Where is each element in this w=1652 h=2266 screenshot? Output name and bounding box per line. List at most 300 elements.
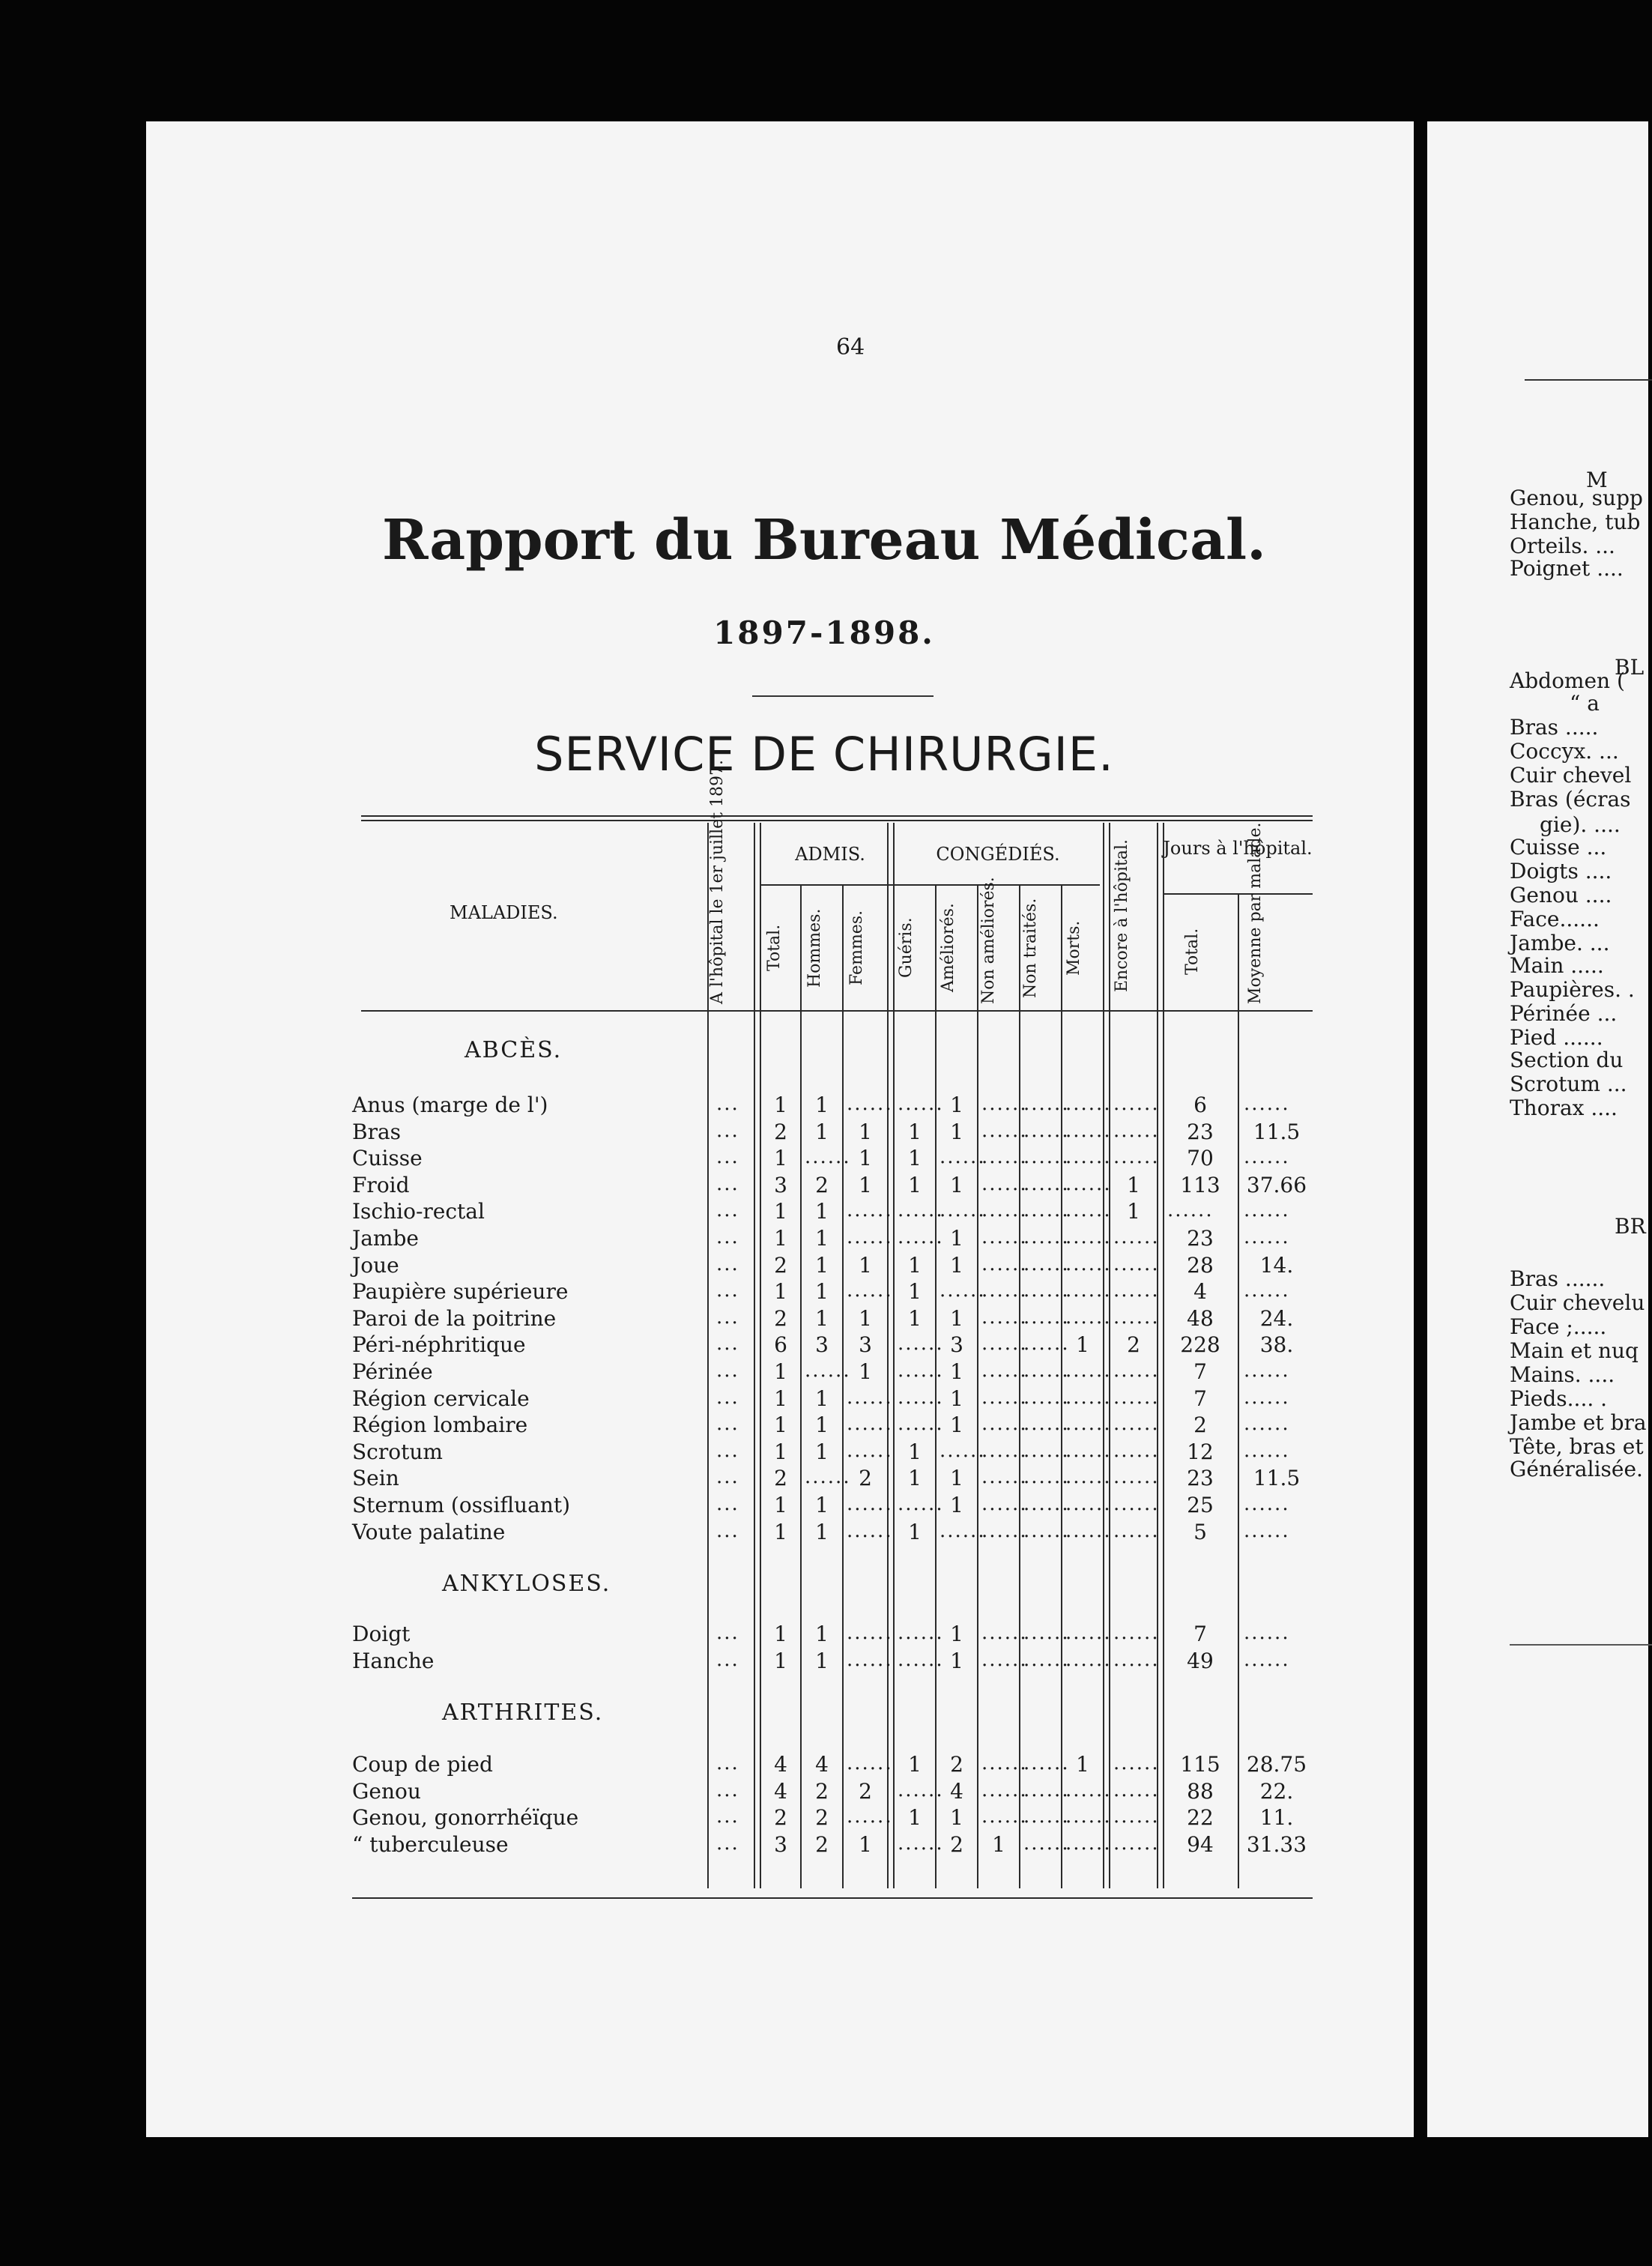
cell-jours: 115	[1180, 1752, 1220, 1777]
cell-dots: ......	[805, 1359, 851, 1382]
cell-dots: ......	[847, 1493, 893, 1515]
cell-hommes: 1	[815, 1386, 829, 1411]
cell-ameliores: 1	[950, 1119, 963, 1144]
cell-dots: ......	[1113, 1359, 1160, 1382]
cell-total: 1	[774, 1279, 787, 1305]
next-page-line: Pied ......	[1510, 1025, 1603, 1050]
cell-dots: ......	[1113, 1519, 1160, 1542]
row-label: Jambe	[352, 1226, 419, 1251]
cell-hommes: 1	[815, 1519, 829, 1544]
cell-dots: ......	[981, 1778, 1028, 1801]
cell-moyenne: 37.66	[1246, 1172, 1307, 1197]
right-page-rule	[1525, 379, 1652, 381]
next-page-line: Face......	[1510, 907, 1600, 931]
cell-gueris: 1	[908, 1805, 922, 1831]
cell-total: 1	[774, 1622, 787, 1646]
next-page-line: Main .....	[1510, 953, 1604, 978]
cell-dots: ......	[1023, 1622, 1070, 1644]
row-dots-a-hopital: ...	[716, 1279, 739, 1302]
next-page-line: Jambe. ...	[1510, 931, 1610, 955]
cell-ameliores: 1	[950, 1093, 963, 1117]
row-label: “ tuberculeuse	[352, 1831, 509, 1857]
cell-hommes: 2	[815, 1805, 829, 1831]
cell-hommes: 1	[815, 1622, 829, 1646]
cell-dots: ......	[898, 1332, 944, 1356]
admis-rule	[761, 884, 896, 886]
cell-dots: ......	[981, 1466, 1028, 1489]
row-dots-a-hopital: ...	[716, 1386, 739, 1409]
cell-dots: ......	[898, 1413, 944, 1436]
cell-moyenne: 22.	[1259, 1778, 1294, 1804]
table-top-rule	[361, 815, 1313, 817]
cell-dots: ......	[940, 1519, 986, 1542]
cell-jours: 23	[1187, 1226, 1214, 1251]
row-label: Genou	[352, 1778, 421, 1804]
cell-dots: ......	[1113, 1413, 1160, 1436]
next-page-line: Mains. ....	[1510, 1362, 1615, 1387]
section-heading: ANKYLOSES.	[442, 1571, 611, 1597]
row-label: Ischio-rectal	[352, 1199, 485, 1224]
cell-total: 4	[774, 1752, 787, 1777]
cell-total: 3	[774, 1172, 787, 1197]
header-ameliores: Améliorés.	[939, 903, 957, 993]
cell-jours: 88	[1187, 1778, 1214, 1804]
cell-moyenne: 38.	[1259, 1332, 1294, 1358]
cell-hommes: 1	[815, 1648, 829, 1673]
cell-encore: 2	[1127, 1332, 1140, 1358]
cell-dots: ......	[898, 1386, 944, 1409]
cell-ameliores: 1	[950, 1648, 963, 1673]
cell-total: 1	[774, 1493, 787, 1517]
cell-dots: ......	[1065, 1466, 1112, 1489]
cell-dots: ......	[981, 1119, 1028, 1142]
cell-total: 1	[774, 1648, 787, 1673]
cell-dots: ......	[898, 1226, 944, 1248]
cell-ameliores: 1	[950, 1413, 963, 1438]
cell-hommes: 2	[815, 1831, 829, 1857]
cell-jours: 49	[1187, 1648, 1214, 1673]
next-page-line: Face ;.....	[1510, 1314, 1607, 1339]
section-heading: ARTHRITES.	[442, 1700, 604, 1726]
cell-femmes: 1	[859, 1252, 872, 1278]
row-label: Froid	[352, 1172, 410, 1197]
row-dots-a-hopital: ...	[716, 1519, 739, 1542]
cell-dots: ......	[898, 1493, 944, 1515]
cell-dots: ......	[1244, 1648, 1290, 1671]
next-page-line: Scrotum ...	[1510, 1072, 1627, 1096]
next-page-section: BL	[1615, 655, 1645, 680]
cell-dots: ......	[981, 1493, 1028, 1515]
header-morts: Morts.	[1065, 920, 1083, 976]
cell-ameliores: 1	[950, 1493, 963, 1517]
next-page-line: Paupières. .	[1510, 977, 1635, 1002]
row-label: Sein	[352, 1466, 399, 1491]
cell-dots: ......	[981, 1752, 1028, 1774]
cell-dots: ......	[981, 1359, 1028, 1382]
cell-ameliores: 3	[950, 1332, 963, 1358]
cell-dots: ......	[1023, 1332, 1070, 1356]
cell-dots: ......	[981, 1226, 1028, 1248]
cell-jours: 2	[1193, 1413, 1207, 1438]
header-a-hopital: A l'hôpital le 1er juillet 1897.	[708, 760, 727, 1004]
cell-dots: ......	[1023, 1199, 1070, 1222]
cell-dots: ......	[847, 1752, 893, 1774]
row-dots-a-hopital: ...	[716, 1805, 739, 1828]
cell-jours: 23	[1187, 1119, 1214, 1144]
cell-dots: ......	[1065, 1172, 1112, 1195]
row-dots-a-hopital: ...	[716, 1752, 739, 1774]
cell-dots: ......	[1244, 1279, 1290, 1302]
row-dots-a-hopital: ...	[716, 1466, 739, 1489]
cell-jours: 113	[1180, 1172, 1220, 1197]
cell-total: 1	[774, 1386, 787, 1411]
cell-dots: ......	[847, 1805, 893, 1828]
cell-dots: ......	[1023, 1252, 1070, 1275]
next-page-line: Genou, supp	[1510, 486, 1643, 510]
cell-ameliores: 1	[950, 1252, 963, 1278]
row-label: Doigt	[352, 1622, 411, 1646]
cell-total: 1	[774, 1199, 787, 1224]
cell-gueris: 1	[908, 1752, 922, 1777]
cell-dots: ......	[1244, 1146, 1290, 1169]
cell-gueris: 1	[908, 1305, 922, 1331]
cell-dots: ......	[1065, 1252, 1112, 1275]
cell-dots: ......	[1113, 1119, 1160, 1142]
next-page-line: Tête, bras et	[1510, 1434, 1644, 1459]
cell-dots: ......	[981, 1805, 1028, 1828]
next-page-line: Thorax ....	[1510, 1096, 1618, 1120]
col-rule	[1103, 823, 1104, 1888]
cell-dots: ......	[1023, 1226, 1070, 1248]
cell-dots: ......	[847, 1413, 893, 1436]
cell-dots: ......	[1113, 1093, 1160, 1115]
cell-dots: ......	[1065, 1119, 1112, 1142]
row-label: Sternum (ossifluant)	[352, 1493, 570, 1517]
cell-jours: 25	[1187, 1493, 1214, 1517]
cell-dots: ......	[981, 1413, 1028, 1436]
report-title: Rapport du Bureau Médical.	[382, 508, 1266, 572]
cell-total: 1	[774, 1413, 787, 1438]
cell-dots: ......	[1244, 1226, 1290, 1248]
next-page-line: Cuir chevel	[1510, 763, 1632, 788]
cell-dots: ......	[1065, 1519, 1112, 1542]
cell-total: 2	[774, 1805, 787, 1831]
row-dots-a-hopital: ...	[716, 1493, 739, 1515]
cell-dots: ......	[981, 1252, 1028, 1275]
cell-dots: ......	[1065, 1831, 1112, 1855]
cell-dots: ......	[898, 1093, 944, 1115]
header-jours: Jours à l'hôpital.	[1163, 838, 1313, 859]
cell-dots: ......	[1023, 1305, 1070, 1329]
table-top-rule-2	[361, 820, 1313, 821]
cell-non-ameliores: 1	[992, 1831, 1005, 1857]
cell-dots: ......	[940, 1199, 986, 1222]
header-congedies: CONGÉDIÉS.	[936, 844, 1060, 865]
report-years: 1897-1898.	[713, 614, 935, 651]
next-page-line: Doigts ....	[1510, 859, 1612, 883]
cell-dots: ......	[1065, 1439, 1112, 1462]
cell-dots: ......	[847, 1519, 893, 1542]
cell-dots: ......	[847, 1648, 893, 1671]
next-page-line: Généralisée.	[1510, 1457, 1643, 1481]
cell-dots: ......	[1113, 1622, 1160, 1644]
cell-total: 3	[774, 1831, 787, 1857]
cell-moyenne: 31.33	[1246, 1831, 1307, 1857]
next-page-line: “ a	[1570, 691, 1600, 716]
row-dots-a-hopital: ...	[716, 1252, 739, 1275]
cell-femmes: 1	[859, 1172, 872, 1197]
cell-total: 1	[774, 1146, 787, 1171]
next-page-line: Pieds.... .	[1510, 1386, 1608, 1411]
cell-dots: ......	[1113, 1752, 1160, 1774]
header-admis: ADMIS.	[795, 844, 865, 865]
header-non-traites: Non traités.	[1021, 898, 1040, 998]
row-dots-a-hopital: ...	[716, 1622, 739, 1644]
cell-hommes: 1	[815, 1199, 829, 1224]
cell-jours: 70	[1187, 1146, 1214, 1171]
cell-dots: ......	[847, 1093, 893, 1115]
next-page-line: Section du	[1510, 1048, 1624, 1072]
cell-jours: 5	[1193, 1519, 1207, 1544]
cell-dots: ......	[1113, 1466, 1160, 1489]
cell-jours: 48	[1187, 1305, 1214, 1331]
cell-dots: ......	[1065, 1386, 1112, 1409]
cell-dots: ......	[981, 1386, 1028, 1409]
row-label: Paroi de la poitrine	[352, 1305, 557, 1331]
cell-dots: ......	[1113, 1386, 1160, 1409]
header-gueris: Guéris.	[897, 917, 916, 979]
cell-gueris: 1	[908, 1519, 922, 1544]
cell-hommes: 1	[815, 1093, 829, 1117]
next-page-line: Main et nuq	[1510, 1338, 1639, 1363]
header-moyenne: Moyenne par malade.	[1246, 822, 1265, 1004]
col-rule	[842, 884, 844, 1888]
cell-hommes: 2	[815, 1778, 829, 1804]
cell-dots: ......	[1113, 1493, 1160, 1515]
row-dots-a-hopital: ...	[716, 1146, 739, 1169]
cell-gueris: 1	[908, 1279, 922, 1305]
cell-jours: 4	[1193, 1279, 1207, 1305]
cell-dots: ......	[1023, 1119, 1070, 1142]
cell-dots: ......	[847, 1622, 893, 1644]
cell-dots: ......	[1113, 1226, 1160, 1248]
cell-morts: 1	[1076, 1332, 1089, 1358]
cell-dots: ......	[1244, 1493, 1290, 1515]
cell-total: 4	[774, 1778, 787, 1804]
cell-dots: ......	[1113, 1805, 1160, 1828]
cell-gueris: 1	[908, 1439, 922, 1464]
cell-dots: ......	[1023, 1831, 1070, 1855]
cell-dots: ......	[940, 1146, 986, 1169]
next-page-heading: M	[1586, 468, 1608, 492]
next-page-line: Bras (écras	[1510, 787, 1631, 812]
cell-dots: ......	[1065, 1226, 1112, 1248]
col-rule	[1157, 823, 1158, 1888]
row-label: Genou, gonorrhéïque	[352, 1805, 579, 1831]
cell-hommes: 1	[815, 1439, 829, 1464]
cell-total: 2	[774, 1466, 787, 1491]
cell-dots: ......	[1023, 1752, 1070, 1774]
cell-dots: ......	[805, 1146, 851, 1169]
cell-dots: ......	[1023, 1413, 1070, 1436]
cell-dots: ......	[1023, 1805, 1070, 1828]
col-rule	[977, 884, 978, 1888]
cell-jours: 23	[1187, 1466, 1214, 1491]
cell-dots: ......	[1065, 1648, 1112, 1671]
col-rule	[887, 823, 889, 1888]
row-label: Scrotum	[352, 1439, 443, 1464]
cell-dots: ......	[1065, 1093, 1112, 1115]
cell-dots: ......	[1113, 1778, 1160, 1801]
cell-dots: ......	[1023, 1386, 1070, 1409]
cell-dots: ......	[1065, 1622, 1112, 1644]
cell-moyenne: 28.75	[1246, 1752, 1307, 1777]
row-dots-a-hopital: ...	[716, 1648, 739, 1671]
cell-moyenne: 14.	[1259, 1252, 1294, 1278]
cell-dots: ......	[981, 1093, 1028, 1115]
cell-dots: ......	[1065, 1413, 1112, 1436]
cell-dots: ......	[1113, 1252, 1160, 1275]
cell-dots: ......	[1244, 1093, 1290, 1115]
col-rule	[707, 823, 709, 1888]
cell-dots: ......	[1023, 1093, 1070, 1115]
cell-encore: 1	[1127, 1199, 1140, 1224]
cell-dots: ......	[1113, 1831, 1160, 1855]
cell-hommes: 1	[815, 1305, 829, 1331]
next-page-line: Poignet ....	[1510, 556, 1624, 581]
cell-dots: ......	[847, 1279, 893, 1302]
cell-hommes: 4	[815, 1752, 829, 1777]
cell-dots: ......	[981, 1439, 1028, 1462]
row-dots-a-hopital: ...	[716, 1778, 739, 1801]
cell-ameliores: 1	[950, 1386, 963, 1411]
row-dots-a-hopital: ...	[716, 1332, 739, 1356]
cell-femmes: 1	[859, 1146, 872, 1171]
cell-dots: ......	[1023, 1172, 1070, 1195]
row-label: Région cervicale	[352, 1386, 530, 1411]
cell-dots: ......	[1244, 1519, 1290, 1542]
col-rule	[1238, 893, 1239, 1888]
row-label: Périnée	[352, 1359, 433, 1384]
cell-jours: 28	[1187, 1252, 1214, 1278]
cell-total: 1	[774, 1359, 787, 1384]
cell-dots: ......	[1065, 1146, 1112, 1169]
next-page-line: Hanche, tub	[1510, 510, 1641, 534]
cell-dots: ......	[1113, 1279, 1160, 1302]
next-page-line: Bras ......	[1510, 1266, 1606, 1291]
next-page-bottom-rule	[1510, 1644, 1652, 1646]
cell-hommes: 3	[815, 1332, 829, 1358]
cell-femmes: 1	[859, 1305, 872, 1331]
cell-moyenne: 11.	[1259, 1805, 1294, 1831]
cell-femmes: 2	[859, 1466, 872, 1491]
row-dots-a-hopital: ...	[716, 1359, 739, 1382]
cell-dots: ......	[898, 1622, 944, 1644]
cell-ameliores: 2	[950, 1752, 963, 1777]
cell-dots: ......	[847, 1199, 893, 1222]
col-rule	[754, 823, 755, 1888]
cell-dots: ......	[1023, 1359, 1070, 1382]
cell-ameliores: 1	[950, 1226, 963, 1251]
cell-dots: ......	[981, 1622, 1028, 1644]
cell-gueris: 1	[908, 1172, 922, 1197]
cell-dots: ......	[981, 1648, 1028, 1671]
cell-dots: ......	[1065, 1359, 1112, 1382]
cell-ameliores: 1	[950, 1172, 963, 1197]
cell-dots: ......	[1065, 1279, 1112, 1302]
cell-dots: ......	[981, 1305, 1028, 1329]
header-non-ameliores: Non améliorés.	[979, 877, 998, 1004]
header-bottom-rule	[361, 1010, 1313, 1012]
congedies-rule	[896, 884, 1100, 886]
cell-dots: ......	[847, 1439, 893, 1462]
cell-dots: ......	[1023, 1146, 1070, 1169]
page-number: 64	[836, 334, 865, 360]
row-dots-a-hopital: ...	[716, 1305, 739, 1329]
cell-dots: ......	[940, 1279, 986, 1302]
service-heading: SERVICE DE CHIRURGIE.	[534, 727, 1114, 782]
cell-dots: ......	[1113, 1146, 1160, 1169]
row-dots-a-hopital: ...	[716, 1093, 739, 1115]
row-dots-a-hopital: ...	[716, 1413, 739, 1436]
cell-dots: ......	[1065, 1778, 1112, 1801]
cell-dots: ......	[1023, 1466, 1070, 1489]
header-total: Total.	[765, 924, 784, 972]
cell-gueris: 1	[908, 1119, 922, 1144]
cell-hommes: 1	[815, 1493, 829, 1517]
cell-hommes: 1	[815, 1413, 829, 1438]
row-label: Paupière supérieure	[352, 1279, 569, 1305]
right-page-partial	[1427, 121, 1648, 2137]
next-page-section: BR	[1615, 1214, 1646, 1239]
next-page-line: Coccyx. ...	[1510, 739, 1619, 764]
cell-femmes: 1	[859, 1359, 872, 1384]
cell-dots: ......	[1113, 1439, 1160, 1462]
cell-total: 2	[774, 1119, 787, 1144]
cell-dots: ......	[981, 1146, 1028, 1169]
cell-dots: ......	[1167, 1199, 1214, 1222]
cell-hommes: 1	[815, 1119, 829, 1144]
cell-dots: ......	[898, 1778, 944, 1801]
cell-hommes: 1	[815, 1252, 829, 1278]
cell-dots: ......	[1244, 1386, 1290, 1409]
cell-dots: ......	[1065, 1493, 1112, 1515]
header-encore: Encore à l'hôpital.	[1113, 839, 1131, 993]
cell-morts: 1	[1076, 1752, 1089, 1777]
cell-dots: ......	[1023, 1279, 1070, 1302]
cell-dots: ......	[1065, 1199, 1112, 1222]
row-label: Hanche	[352, 1648, 435, 1673]
cell-gueris: 1	[908, 1252, 922, 1278]
cell-ameliores: 1	[950, 1359, 963, 1384]
cell-femmes: 1	[859, 1119, 872, 1144]
cell-dots: ......	[1244, 1413, 1290, 1436]
cell-femmes: 3	[859, 1332, 872, 1358]
cell-jours: 12	[1187, 1439, 1214, 1464]
cell-dots: ......	[940, 1439, 986, 1462]
cell-dots: ......	[981, 1172, 1028, 1195]
cell-dots: ......	[1244, 1359, 1290, 1382]
row-dots-a-hopital: ...	[716, 1119, 739, 1142]
cell-gueris: 1	[908, 1466, 922, 1491]
row-dots-a-hopital: ...	[716, 1199, 739, 1222]
cell-dots: ......	[981, 1332, 1028, 1356]
next-page-line: Périnée ...	[1510, 1001, 1618, 1026]
row-label: Voute palatine	[352, 1519, 506, 1544]
cell-dots: ......	[805, 1466, 851, 1489]
row-label: Région lombaire	[352, 1413, 528, 1438]
row-dots-a-hopital: ...	[716, 1831, 739, 1855]
